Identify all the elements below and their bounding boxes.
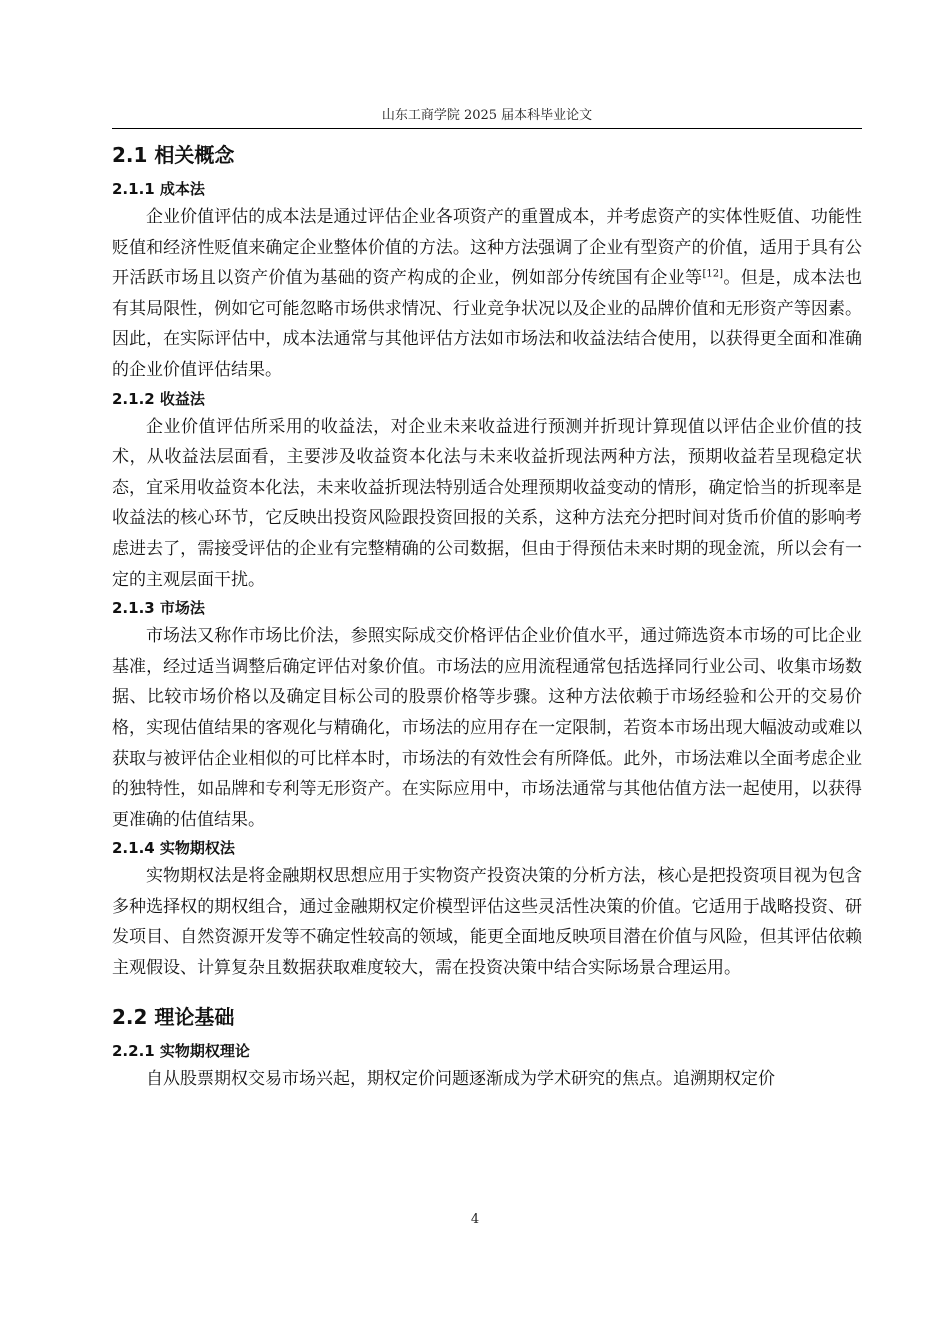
paragraph-real-option-method: 实物期权法是将金融期权思想应用于实物资产投资决策的分析方法，核心是把投资项目视为包含多种选择权的期权组合，通过金融期权定价模型评估这些灵活性决策的价值。它适用于战略投资、研发项目、自然资源开发等不确定性较高的领域，能更全面地反映项目潜在价值与风险，但其评估依赖主观假设、计算复杂且数据获取难度较大，需在投资决策中结合实际场景合理运用。 (112, 866, 862, 979)
page-number: 4 (470, 1212, 480, 1227)
header-rule (112, 128, 862, 129)
paragraph-text: 。但是，成本法也有其局限性，例如它可能忽略市场供求情况、行业竞争状况以及企业的品牌价值和无形资产等因素。因此，在实际评估中，成本法通常与其他评估方法如市场法和收益法结合使用，以获得更全面和准确的企业价值评估结果。 (112, 268, 863, 380)
paragraph-income-method: 企业价值评估所采用的收益法，对企业未来收益进行预测并折现计算现值以评估企业价值的技术，从收益法层面看，主要涉及收益资本化法与未来收益折现法两种方法，预期收益若呈现稳定状态，宜采用收益资本化法，未来收益折现法特别适合处理预期收益变动的情形，确定恰当的折现率是收益法的核心环节，它反映出投资风险跟投资回报的关系，这种方法充分把时间对货币价值的影响考虑进去了，需接受评估的企业有完整精确的公司数据，但由于得预估未来时期的现金流，所以会有一定的主观层面干扰。 (112, 416, 862, 590)
section-heading-2-2: 2.2 理论基础 (112, 1004, 235, 1029)
page-body (112, 140, 862, 1094)
subsection-heading-2-1-2: 2.1.2 收益法 (112, 389, 205, 408)
subsection-heading-2-1-1: 2.1.1 成本法 (112, 180, 205, 198)
subsection-heading-2-2-1: 2.2.1 实物期权理论 (112, 1041, 250, 1060)
paragraph-market-method: 市场法又称作市场比价法，参照实际成交价格评估企业价值水平，通过筛选资本市场的可比企业基准，经过适当调整后确定评估对象价值。市场法的应用流程通常包括选择同行业公司、收集市场数据、比较市场价格以及确定目标公司的股票价格等步骤。这种方法依赖于市场经验和公开的交易价格，实现估值结果的客观化与精确化，市场法的应用存在一定限制，若资本市场出现大幅波动或难以获取与被评估企业相似的可比样本时，市场法的有效性会有所降低。此外，市场法难以全面考虑企业的独特性，如品牌和专利等无形资产。在实际应用中，市场法通常与其他估值方法一起使用，以获得更准确的估值结果。 (112, 626, 862, 830)
citation: [12] (702, 268, 724, 280)
running-header: 山东工商学院 2025 届本科毕业论文 (381, 108, 593, 123)
subsection-heading-2-1-3: 2.1.3 市场法 (112, 599, 205, 618)
section-heading-2-1: 2.1 相关概念 (112, 143, 235, 167)
subsection-heading-2-1-4: 2.1.4 实物期权法 (112, 839, 235, 858)
paragraph-cost-method (112, 202, 862, 386)
paragraph-real-option-theory: 自从股票期权交易市场兴起，期权定价问题逐渐成为学术研究的焦点。追溯期权定价 (146, 1068, 775, 1089)
paragraph-text: 企业价值评估的成本法是通过评估企业各项资产的重置成本，并考虑资产的实体性贬值、功能性贬值和经济性贬值来确定企业整体价值的方法。这种方法强调了企业有型资产的价值，适用于具有公开活跃市场且以资产价值为基础的资产构成的企业，例如部分传统国有企业等 (112, 207, 862, 289)
